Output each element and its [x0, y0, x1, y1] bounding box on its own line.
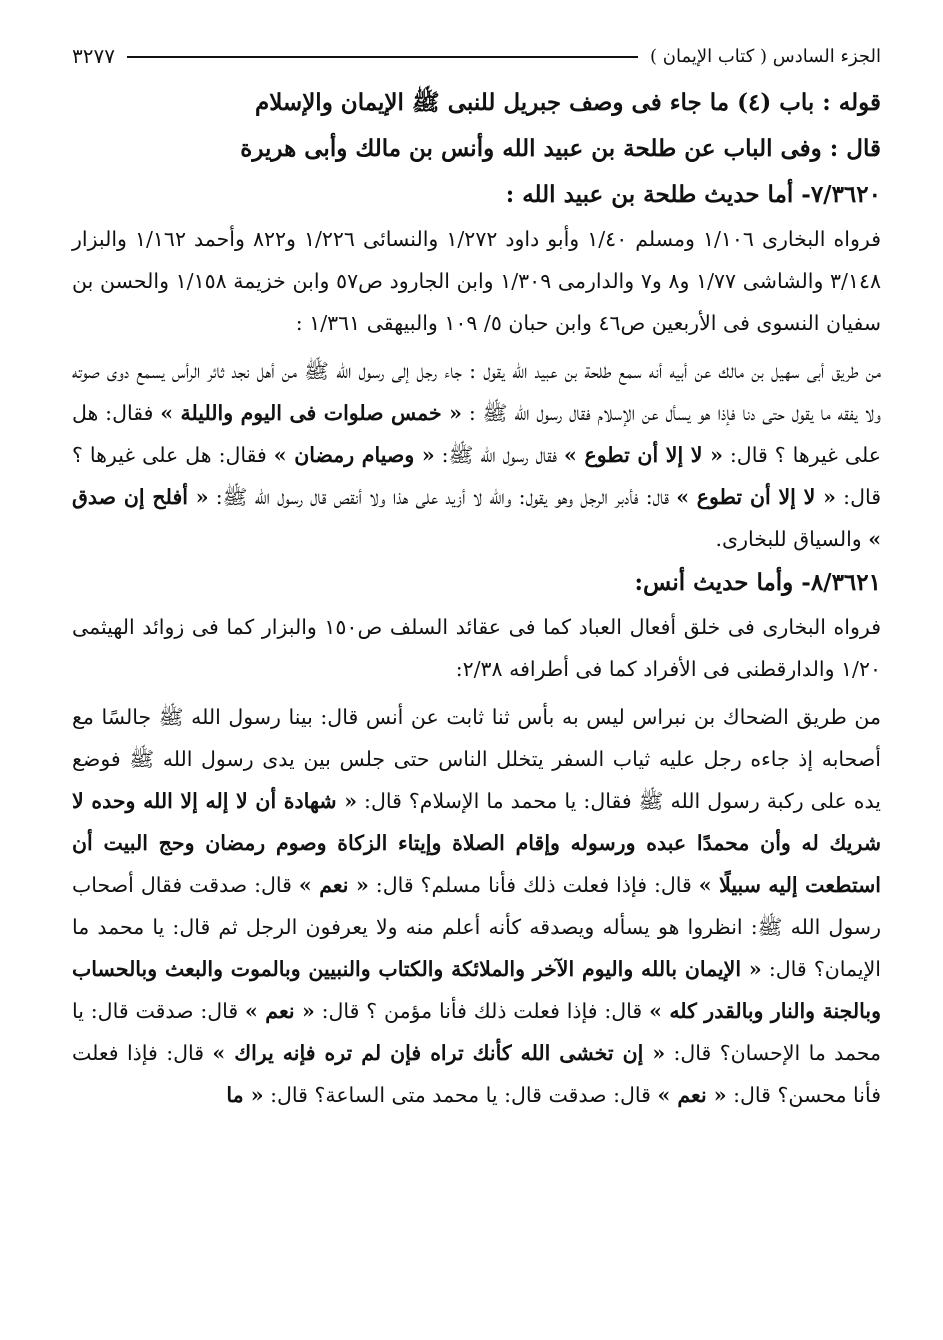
- narration-text: فقال: هل على غيرها ؟ قال:: [72, 401, 881, 467]
- narration-text: من طريق الضحاك بن نبراس ليس به بأس ثنا ثابت عن أنس قال: بينا رسول الله ﷺ جالسًا مع أصحابه إذ جاءه رجل عليه ثياب السفر يتخلل الناس حتى جلس بين يدى رسول الله ﷺ فوضع يده على ركبة رسول الله ﷺ فقال: يا محمد ما الإسلام؟ قال:: [72, 705, 882, 813]
- prophet-quote: « نعم »: [298, 873, 369, 897]
- hadith-2-sources: فرواه البخارى فى خلق أفعال العباد كما فى عقائد السلف ص١٥٠ والبزار كما فى زوائد الهيثمى ١/٢٠ والدارقطنى فى الأفراد كما فى أطرافه ٢/٣٨:: [72, 615, 882, 681]
- hadith-1-sources: فرواه البخارى ١/١٠٦ ومسلم ١/٤٠ وأبو داود ١/٢٧٢ والنسائى ١/٢٢٦ و٨٢٢ وأحمد ١/١٦٢ والبزار ٣/١٤٨ والشاشى ١/٧٧ و٨ و٧ والدارمى ١/٣٠٩ وابن الجارود ص٥٧ وابن خزيمة ١/١٥٨ والحسن بن سفيان النسوى فى الأربعين ص٤٦ وابن حبان ٥/ ١٠٩ والبيهقى ١/٣٦١ :: [72, 227, 882, 335]
- page-number: ٣٢٧٧: [72, 44, 115, 68]
- prophet-quote: « نعم »: [245, 999, 315, 1023]
- hadith-1-text: [72, 350, 881, 560]
- prophet-quote: « نعم »: [657, 1083, 727, 1107]
- narration-text: فقال: هل على غيرها ؟ قال:: [72, 443, 882, 509]
- narration-text: قال: صدقت قال: يا محمد ما الإحسان؟ قال:: [72, 999, 882, 1065]
- narration-text: فقال رسول الله ﷺ:: [434, 443, 565, 467]
- chapter-qala: قال : وفى الباب عن طلحة بن عبيد الله وأنس بن مالك وأبى هريرة: [240, 135, 881, 162]
- prophet-quote: « لا إلا أن تطوع »: [676, 485, 836, 509]
- narration-text: قال: فإذا فعلت فأنا محسن؟ قال:: [72, 1041, 881, 1107]
- hadith-2-heading: ٨/٣٦٢١- وأما حديث أنس:: [634, 569, 881, 596]
- chapter-title: قوله : باب (٤) ما جاء فى وصف جبريل للنبى ﷺ الإيمان والإسلام: [254, 89, 881, 116]
- prophet-quote: « لا إلا أن تطوع »: [564, 443, 723, 467]
- prophet-quote: « شهادة أن لا إله إلا الله وحده لا شريك له وأن محمدًا عبده ورسوله وإقام الصلاة وإيتاء الزكاة وصوم رمضان وحج البيت أن استطعت إليه سبيلًا »: [72, 789, 882, 897]
- narration-text: من طريق أبى سهيل بن مالك عن أبيه أنه سمع طلحة بن عبيد الله يقول : جاء رجل إلى رسول الله ﷺ من أهل نجد ثائر الرأس يسمع دوى صوته ولا يفقه ما يقول حتى دنا فإذا هو يسأل عن الإسلام فقال رسول الله ﷺ :: [72, 359, 882, 425]
- prophet-quote: « إن تخشى الله كأنك تراه فإن لم تره فإنه يراك »: [212, 1041, 666, 1065]
- narration-text: قال: فإذا فعلت ذلك فأنا مسلم؟ قال:: [368, 873, 699, 897]
- narration-text: قال: فأدبر الرجل وهو يقول: والله لا أزيد على هذا ولا أنقص قال رسول الله ﷺ:: [208, 485, 677, 509]
- prophet-quote: « وصيام رمضان »: [273, 443, 435, 467]
- running-header-title: الجزء السادس ( كتاب الإيمان ): [650, 45, 881, 67]
- prophet-quote: « الإيمان بالله واليوم الآخر والملائكة والكتاب والنبيين وبالموت والبعث وبالحساب وبالجنة والنار وبالقدر كله »: [72, 957, 881, 1023]
- hadith-2-text: [72, 696, 881, 1116]
- narration-text: قال: صدقت فقال أصحاب رسول الله ﷺ: انظروا هو يسأله ويصدقه كأنه أعلم منه ولا يعرفون الرجل ثم قال: يا محمد ما الإيمان؟ قال:: [72, 873, 881, 981]
- book-page: [72, 40, 881, 1320]
- prophet-quote: « خمس صلوات فى اليوم والليلة »: [160, 401, 462, 425]
- running-header: [72, 40, 881, 72]
- narration-text: والسياق للبخارى.: [715, 527, 869, 551]
- narration-text: قال: فإذا فعلت ذلك فأنا مؤمن ؟ قال:: [314, 999, 650, 1023]
- prophet-quote: « ما: [226, 1083, 264, 1107]
- narration-text: قال: صدقت قال: يا محمد متى الساعة؟ قال:: [263, 1083, 658, 1107]
- hadith-1-heading: ٧/٣٦٢٠- أما حديث طلحة بن عبيد الله :: [505, 181, 881, 208]
- prophet-quote: « أفلح إن صدق »: [72, 485, 881, 551]
- header-rule: [127, 56, 638, 58]
